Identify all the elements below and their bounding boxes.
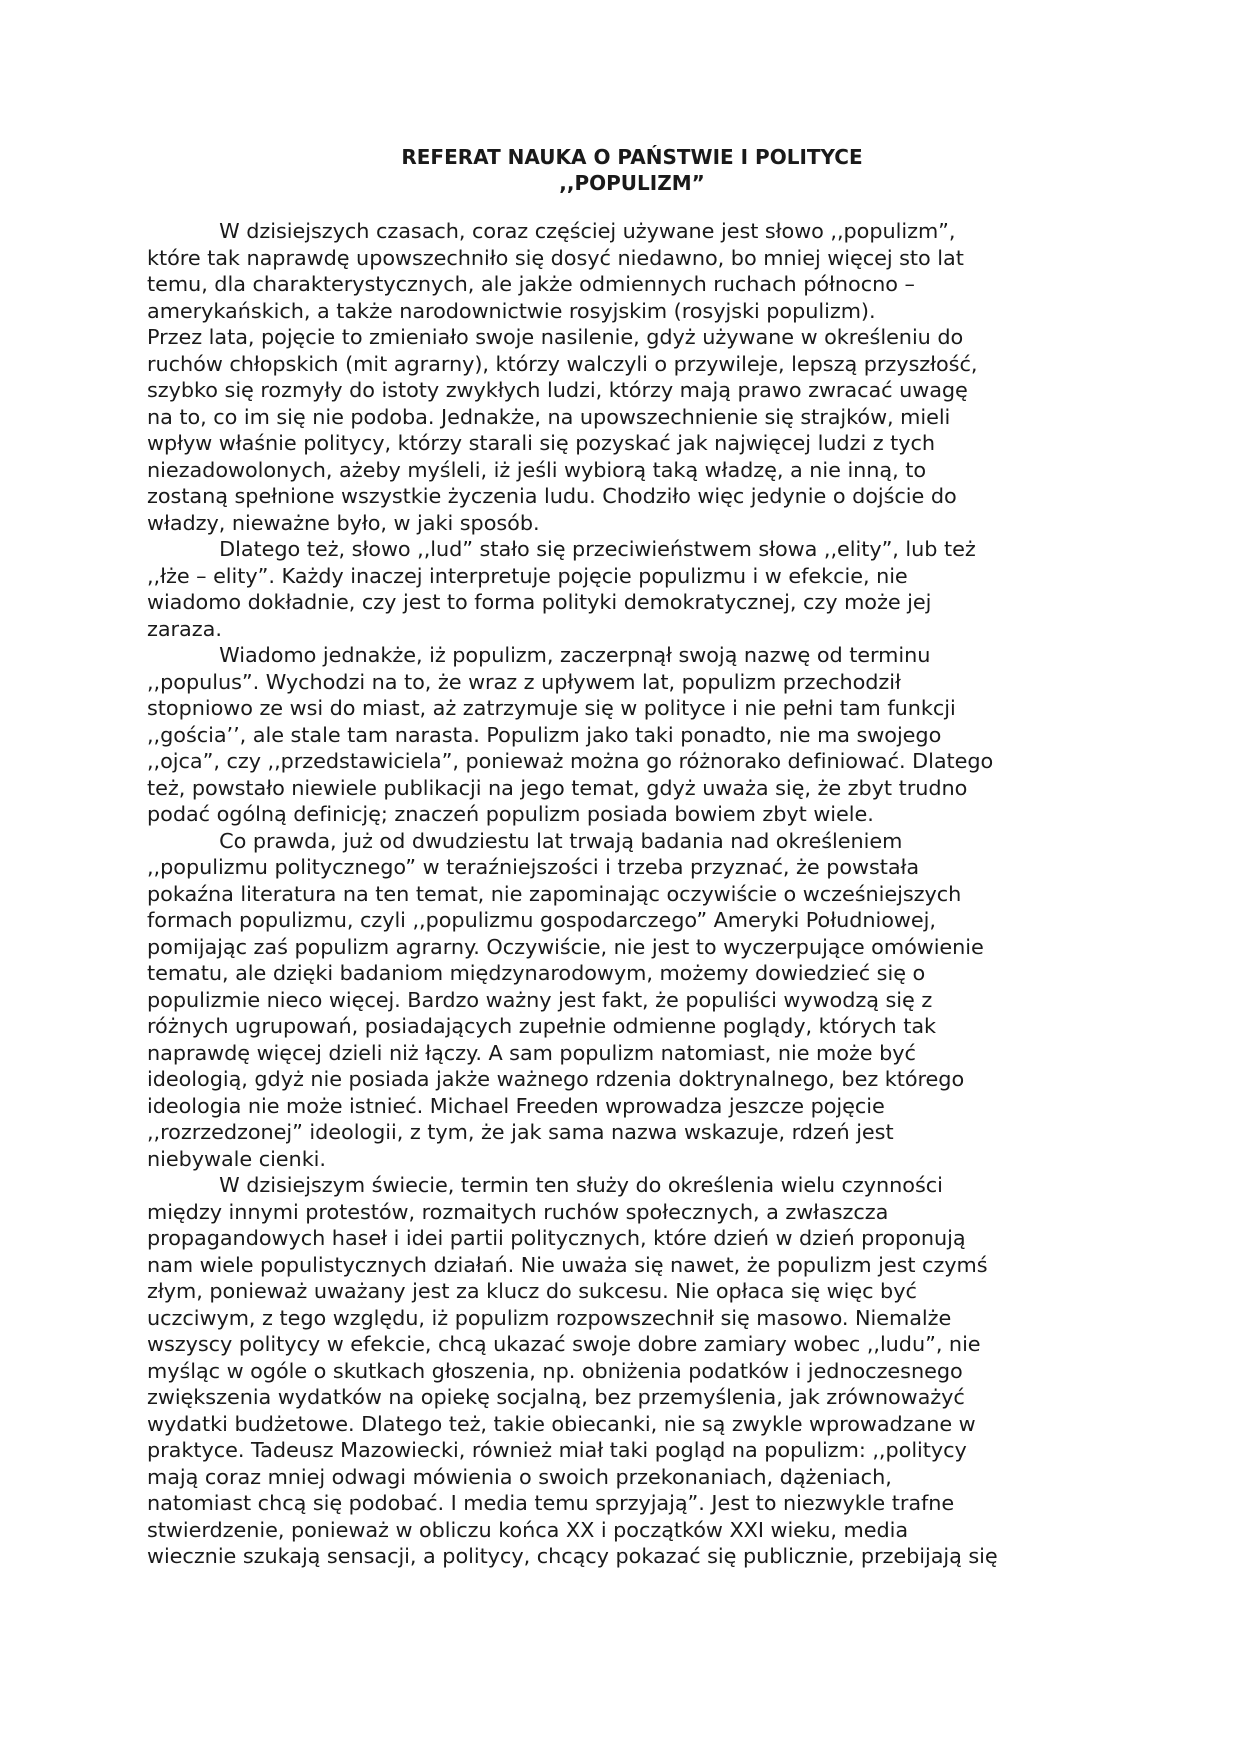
text-line: też, powstało niewiele publikacji na jego temat, gdyż uważa się, że zbyt trudno [147,775,968,800]
text-line: zaraza. [147,616,222,641]
text-line: ideologią, gdyż nie posiada jakże ważnego rdzenia doktrynalnego, bez którego [147,1067,965,1091]
text-line: władzy, nieważne było, w jaki sposób. [147,510,540,535]
text-line: tematu, ale dzięki badaniom międzynarodowym, możemy dowiedzieć się o [147,961,926,985]
text-line: ,,łże – elity”. Każdy inaczej interpretuje pojęcie populizmu i w efekcie, nie [147,563,908,588]
text-line: pomijając zaś populizm agrarny. Oczywiście, nie jest to wyczerpujące omówienie [147,934,984,959]
text-line: ,,ojca”, czy ,,przedstawiciela”, ponieważ można go różnorako definiować. Dlatego [147,749,994,773]
text-line: uczciwym, z tego względu, iż populizm rozpowszechnił się masowo. Niemalże [147,1305,952,1330]
text-line: praktyce. Tadeusz Mazowiecki, również miał taki pogląd na populizm: ,,politycy [147,1438,967,1462]
text-line: ,,populus”. Wychodzi na to, że wraz z upływem lat, populizm przechodził [147,669,901,694]
document-body [147,218,1087,1570]
document-page [147,144,1087,1570]
text-line: ideologia nie może istnieć. Michael Freeden wprowadza jeszcze pojęcie [147,1093,885,1118]
text-line: propagandowych haseł i idei partii politycznych, które dzień w dzień proponują [147,1226,966,1250]
text-line: stwierdzenie, ponieważ w obliczu końca XX i początków XXI wieku, media [147,1517,909,1542]
text-line: Wiadomo jednakże, iż populizm, zaczerpnął swoją nazwę od terminu [147,643,931,667]
text-line: na to, co im się nie podoba. Jednakże, na upowszechnienie się strajków, mieli [147,404,951,429]
text-line: niezadowolonych, ażeby myśleli, iż jeśli wybiorą taką władzę, a nie inną, to [147,457,927,482]
text-line: wpływ właśnie politycy, którzy starali się pozyskać jak najwięcej ludzi z tych [147,431,936,455]
text-line: podać ogólną definicję; znaczeń populizm posiada bowiem zbyt wiele. [147,802,874,826]
text-line: W dzisiejszych czasach, coraz częściej używane jest słowo ,,populizm”, [147,219,956,243]
text-line: niebywale cienki. [147,1146,326,1171]
text-line: nam wiele populistycznych działań. Nie uważa się nawet, że populizm jest czymś [147,1252,988,1277]
text-line: które tak naprawdę upowszechniło się dosyć niedawno, bo mniej więcej sto lat [147,245,964,270]
text-line: amerykańskich, a także narodownictwie rosyjskim (rosyjski populizm). [147,298,876,323]
text-line: myśląc w ogóle o skutkach głoszenia, np. obniżenia podatków i jednoczesnego [147,1358,963,1383]
text-line: między innymi protestów, rozmaitych ruchów społecznych, a zwłaszcza [147,1199,889,1224]
text-line: Co prawda, już od dwudziestu lat trwają badania nad określeniem [147,828,903,853]
text-line: zostaną spełnione wszystkie życzenia ludu. Chodziło więc jedynie o dojście do [147,484,957,508]
text-line: populizmie nieco więcej. Bardzo ważny jest fakt, że populiści wywodzą się z [147,987,933,1012]
text-line: naprawdę więcej dzieli niż łączy. A sam populizm natomiast, nie może być [147,1040,916,1065]
text-line: ,,rozrzedzonej” ideologii, z tym, że jak sama nazwa wskazuje, rdzeń jest [147,1120,894,1144]
text-line: wiadomo dokładnie, czy jest to forma polityki demokratycznej, czy może jej [147,590,932,614]
text-line: ,,populizmu politycznego” w teraźniejszości i trzeba przyznać, że powstała [147,855,920,879]
title-line-2: ,,POPULIZM” [559,171,705,195]
text-line: wiecznie szukają sensacji, a politycy, chcący pokazać się publicznie, przebijają się [147,1544,998,1568]
text-line: temu, dla charakterystycznych, ale jakże odmiennych ruchach północno – [147,272,915,296]
text-line: pokaźna literatura na ten temat, nie zapominając oczywiście o wcześniejszych [147,881,962,906]
text-line: formach populizmu, czyli ,,populizmu gospodarczego” Ameryki Południowej, [147,908,936,932]
text-line: ,,gościa’’, ale stale tam narasta. Populizm jako taki ponadto, nie ma swojego [147,722,942,747]
text-line: Przez lata, pojęcie to zmieniało swoje nasilenie, gdyż używane w określeniu do [147,325,964,349]
text-line: różnych ugrupowań, posiadających zupełnie odmienne poglądy, których tak [147,1014,937,1038]
text-line: W dzisiejszym świecie, termin ten służy do określenia wielu czynności [147,1173,943,1197]
text-line: stopniowo ze wsi do miast, aż zatrzymuje się w polityce i nie pełni tam funkcji [147,696,956,720]
text-line: natomiast chcą się podobać. I media temu sprzyjają”. Jest to niezwykle trafne [147,1491,955,1515]
text-line: mają coraz mniej odwagi mówienia o swoich przekonaniach, dążeniach, [147,1464,892,1489]
text-line: ruchów chłopskich (mit agrarny), którzy walczyli o przywileje, lepszą przyszłość, [147,351,978,376]
text-line: wydatki budżetowe. Dlatego też, takie obiecanki, nie są zwykle wprowadzane w [147,1411,976,1436]
document-title [147,144,1087,196]
text-line: szybko się rozmyły do istoty zwykłych ludzi, którzy mają prawo zwracać uwagę [147,378,968,402]
text-line: zwiększenia wydatków na opiekę socjalną, bez przemyślenia, jak zrównoważyć [147,1385,965,1409]
text-line: złym, ponieważ uważany jest za klucz do sukcesu. Nie opłaca się więc być [147,1279,917,1303]
title-line-1: REFERAT NAUKA O PAŃSTWIE I POLITYCE [401,145,863,169]
text-line: wszyscy politycy w efekcie, chcą ukazać swoje dobre zamiary wobec ,,ludu”, nie [147,1332,981,1356]
text-line: Dlatego też, słowo ,,lud” stało się przeciwieństwem słowa ,,elity”, lub też [147,537,976,561]
